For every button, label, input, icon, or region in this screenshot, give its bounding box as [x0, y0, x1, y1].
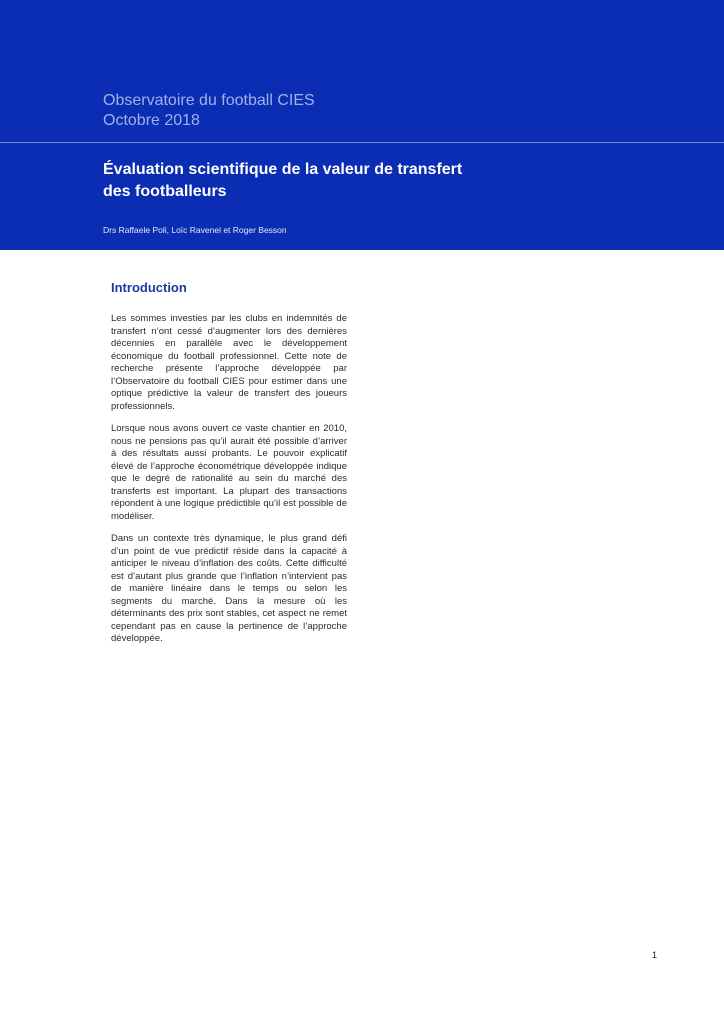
paragraph-1: Les sommes investies par les clubs en indemnités de transfert n’ont cessé d’augmenter lors des dernières décennies en parallèle avec le développement économique du football professionnel. Cette note de recherche présente l’approche développée par l’Observatoire du football CIES pour estimer dans une optique prédictive la valeur de transfert des joueurs professionnels.: [111, 313, 347, 412]
section-heading: Introduction: [111, 280, 187, 295]
document-title-line-1: Évaluation scientifique de la valeur de transfert: [103, 161, 463, 178]
paragraph-2: Lorsque nous avons ouvert ce vaste chantier en 2010, nous ne pensions pas qu’il aurait été possible d’arriver à des résultats aussi probants. Le pouvoir explicatif élevé de l’approche économétrique développée indique que le degré de rationalité au sein du marché des transferts est important. La plupart des transactions répondent à une logique prédictible qu’il est possible de modéliser.: [111, 423, 347, 522]
organization-name: Observatoire du football CIES: [103, 92, 315, 109]
body-column: [111, 313, 347, 656]
header-divider: [0, 142, 724, 143]
publication-date: Octobre 2018: [103, 112, 200, 129]
authors: Drs Raffaele Poli, Loïc Ravenel et Roger Besson: [103, 225, 287, 235]
header-band: [0, 0, 724, 250]
paragraph-3: Dans un contexte très dynamique, le plus grand défi d’un point de vue prédictif réside dans la capacité à anticiper le niveau d’inflation des coûts. Cette difficulté est d’autant plus grande que l’inflation n’intervient pas de manière linéaire dans le temps ou selon les segments du marché. Dans la mesure où les déterminants des prix sont stables, cet aspect ne remet cependant pas en cause la pertinence de l’approche développée.: [111, 533, 347, 644]
document-title-line-2: des footballeurs: [103, 183, 227, 200]
document-title: [103, 159, 563, 203]
page-number: 1: [652, 950, 658, 960]
